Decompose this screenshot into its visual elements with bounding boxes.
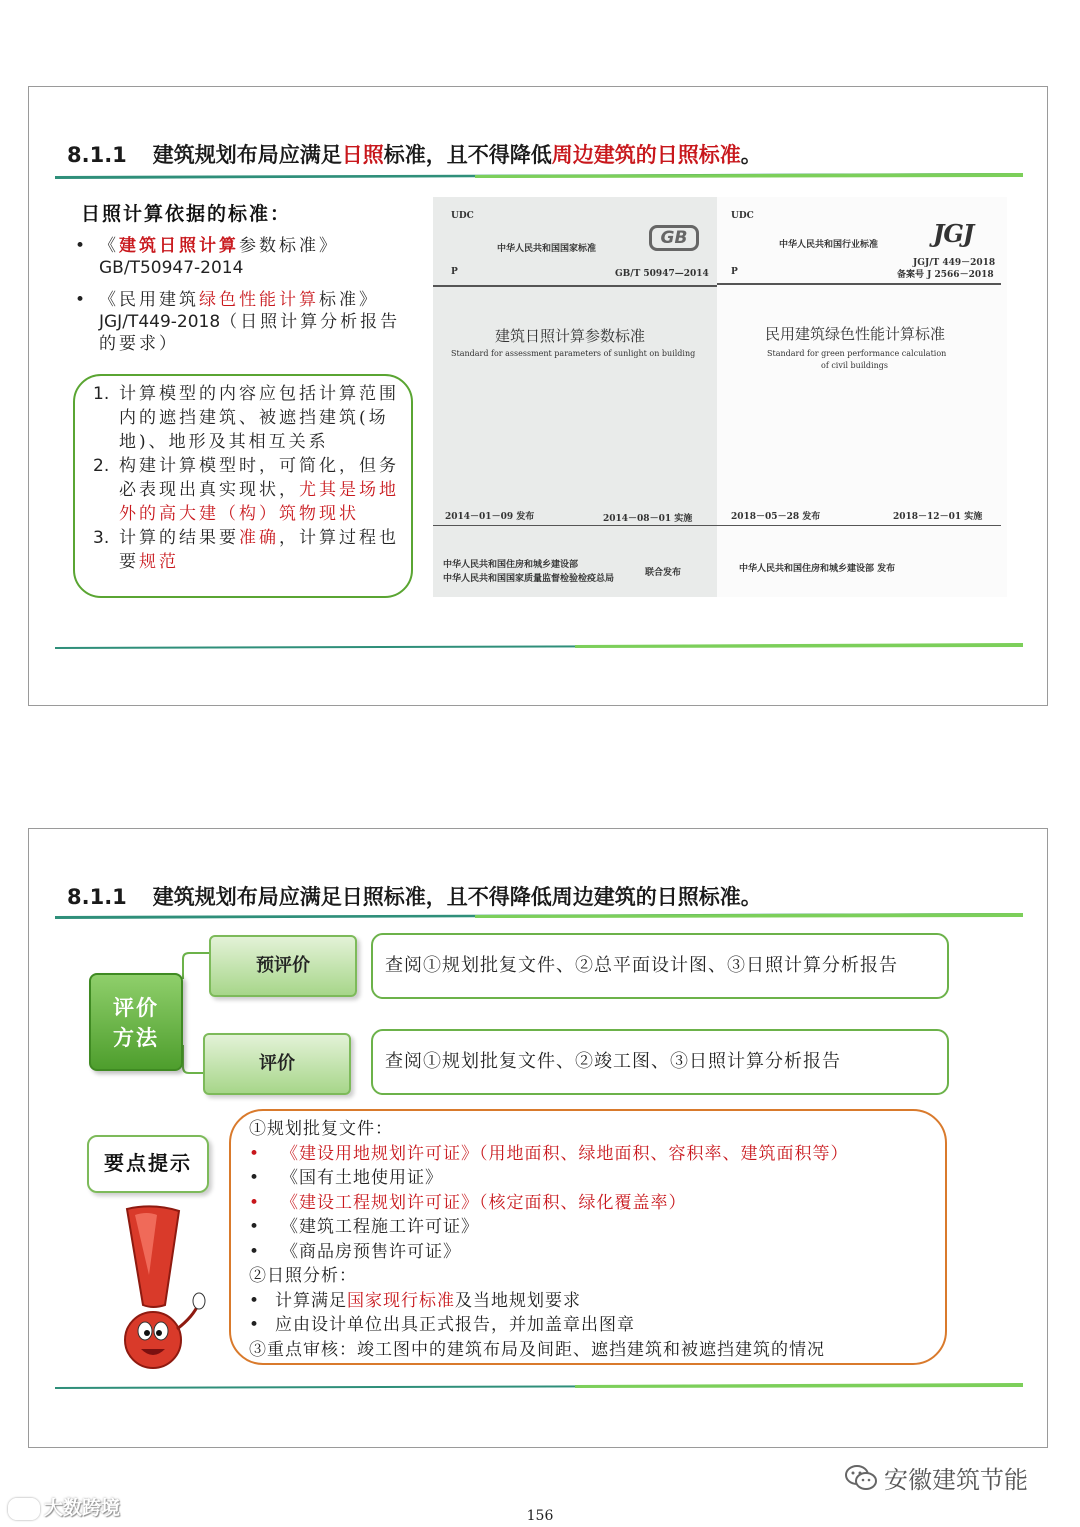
notes-heading: ③重点审核：竣工图中的建筑布局及间距、遮挡建筑和被遮挡建筑的情况 bbox=[249, 1339, 825, 1360]
slide-title: 8.1.1 建筑规划布局应满足日照标准，且不得降低周边建筑的日照标准。 bbox=[67, 143, 762, 167]
notes-item: • 《商品房预售许可证》 bbox=[249, 1241, 461, 1262]
bottom-divider bbox=[55, 643, 1023, 649]
cover-rule bbox=[717, 283, 1001, 285]
requirement-item: 3. 计算的结果要准确，计算过程也要规范 bbox=[93, 528, 399, 572]
slide-sunlight-standards bbox=[28, 86, 1048, 706]
jgj-logo-icon: JGJ bbox=[933, 219, 974, 248]
page-number: 156 bbox=[526, 1508, 554, 1524]
slide-evaluation-method bbox=[28, 828, 1048, 1448]
requirement-item: 1. 计算模型的内容应包括计算范围内的遮挡建筑、被遮挡建筑(场地)、地形及其相互关系 bbox=[93, 384, 399, 452]
pre-evaluation-tag: 预评价 bbox=[209, 935, 357, 997]
title-divider bbox=[55, 173, 1023, 179]
notes-item: • 《建筑工程施工许可证》 bbox=[249, 1217, 479, 1237]
pre-evaluation-docs: 查阅①规划批复文件、②总平面设计图、③日照计算分析报告 bbox=[371, 933, 949, 999]
watermark-brand: 大数跨境 bbox=[8, 1493, 120, 1520]
requirement-item: 2. 构建计算模型时，可简化，但务必表现出真实现状，尤其是场地外的高大建（构）筑物现状 bbox=[93, 456, 399, 524]
cover-rule bbox=[717, 525, 1001, 526]
standard-bullet-1: • 《建筑日照计算参数标准》 GB/T50947-2014 bbox=[75, 236, 339, 278]
basis-heading: 日照计算依据的标准： bbox=[81, 203, 292, 225]
notes-item: • 应由设计单位出具正式报告，并加盖章出图章 bbox=[249, 1315, 635, 1335]
notes-item: • 《建设工程规划许可证》（核定面积、绿化覆盖率） bbox=[249, 1192, 687, 1213]
gb-logo-icon: GB bbox=[649, 225, 699, 251]
slide-title: 8.1.1 建筑规划布局应满足日照标准，且不得降低周边建筑的日照标准。 bbox=[67, 885, 762, 909]
notes-item: • 《建设用地规划许可证》（用地面积、绿地面积、容积率、建筑面积等） bbox=[249, 1143, 849, 1164]
notes-heading: ②日照分析： bbox=[249, 1266, 357, 1286]
cover-rule bbox=[433, 285, 739, 287]
notes-heading: ①规划批复文件： bbox=[249, 1119, 393, 1139]
notes-item: • 计算满足国家现行标准及当地规划要求 bbox=[249, 1290, 581, 1311]
standard-bullet-2: • 《民用建筑绿色性能计算标准》 JGJ/T449-2018（日照计算分析报告的要求） bbox=[75, 290, 401, 354]
bottom-divider bbox=[55, 1383, 1023, 1389]
evaluation-tag: 评价 bbox=[203, 1033, 351, 1095]
cover-rule bbox=[433, 525, 739, 526]
gb-standard-cover: UDC 中华人民共和国国家标准 GB P GB/T 50947—2014 建筑日照计算参数标准 Standard for assessment parameters of sunlight on building 2014－01－09 发布 2014－08－01 实施 中华人民共和国住房和城乡建设部 中华人民共和国国家质量监督检验检疫总局 联合发布 bbox=[433, 197, 739, 597]
watermark-wechat: 安徽建筑节能 bbox=[844, 1460, 1028, 1495]
wechat-icon bbox=[844, 1464, 878, 1492]
requirements-box bbox=[73, 374, 413, 598]
evaluation-method-label: 评价方法 bbox=[89, 973, 183, 1071]
key-points-label: 要点提示 bbox=[87, 1135, 209, 1193]
evaluation-docs: 查阅①规划批复文件、②竣工图、③日照计算分析报告 bbox=[371, 1029, 949, 1095]
title-divider bbox=[55, 913, 1023, 919]
key-points-box bbox=[229, 1109, 947, 1365]
exclamation-mascot-icon bbox=[113, 1205, 213, 1375]
jgj-standard-cover: UDC 中华人民共和国行业标准 JGJ JGJ/T 449－2018 备案号 J 2566－2018 P 民用建筑绿色性能计算标准 Standard for green performance calculation of civil buildings 2018－05－28 发布 2018－12－01 实施 中华人民共和国住房和城乡建设部 发布 bbox=[717, 197, 1007, 597]
notes-item: • 《国有土地使用证》 bbox=[249, 1168, 443, 1188]
